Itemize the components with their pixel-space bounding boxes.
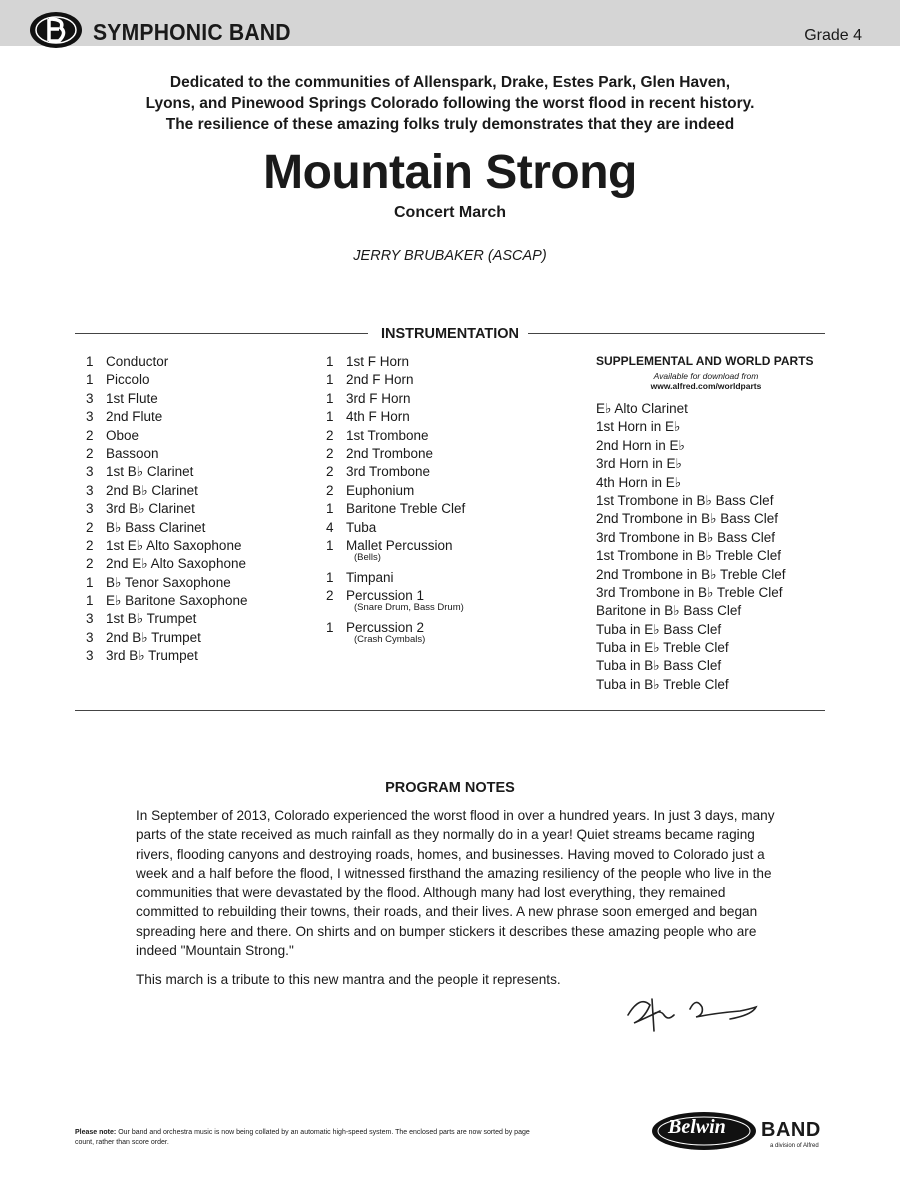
- instrument-row: [326, 538, 465, 570]
- instrument-row: [326, 446, 465, 464]
- supplemental-item: E♭ Alto Clarinet: [596, 401, 688, 416]
- instrument-count: 2: [86, 556, 94, 572]
- publisher-division: a division of Alfred: [770, 1143, 819, 1149]
- instrumentation-heading: INSTRUMENTATION: [380, 326, 519, 342]
- instrument-note: (Bells): [354, 551, 381, 563]
- instrument-name: 1st F Horn: [346, 354, 410, 369]
- instrument-row: [86, 354, 247, 372]
- instrument-row: [86, 391, 247, 409]
- instrument-name: 3rd B♭ Clarinet: [106, 501, 195, 517]
- instrument-row: [326, 391, 465, 409]
- supplemental-item: 4th Horn in E♭: [596, 474, 682, 490]
- instrument-count: 1: [326, 354, 334, 369]
- instrument-count: 1: [326, 409, 334, 425]
- instrument-list-2: [326, 354, 465, 652]
- instrument-count: 3: [86, 629, 94, 645]
- instrument-name: Bassoon: [106, 445, 159, 461]
- instrument-row: [86, 556, 247, 574]
- instrument-count: 3: [86, 501, 94, 517]
- instrument-row: [86, 593, 247, 611]
- instrument-row: [326, 464, 465, 482]
- footnote-text: Our band and orchestra music is now being collated by an automatic high-speed system. The enclosed parts are now sorted by page count, rather than score order.: [75, 1129, 530, 1146]
- supplemental-item: 3rd Trombone in B♭ Bass Clef: [596, 529, 775, 545]
- instrument-row: [86, 520, 247, 538]
- instrument-count: 1: [326, 501, 334, 517]
- instrument-name: Mallet Percussion: [346, 537, 453, 553]
- publisher-band: BAND: [761, 1119, 821, 1141]
- instrument-name: Baritone Treble Clef: [346, 501, 466, 517]
- instrument-count: 2: [326, 427, 334, 443]
- supplemental-item: 1st Trombone in B♭ Bass Clef: [596, 492, 774, 508]
- instrument-name: 1st Flute: [106, 390, 158, 406]
- instrument-count: 2: [326, 445, 334, 461]
- instrument-name: 3rd F Horn: [346, 390, 411, 406]
- instrument-count: 2: [86, 427, 94, 443]
- piece-title: Mountain Strong: [263, 146, 637, 199]
- supplemental-list: [596, 401, 816, 695]
- instrument-count: 1: [86, 574, 94, 590]
- divider: [75, 710, 825, 711]
- instrument-count: 4: [326, 519, 334, 535]
- instrument-row: [326, 520, 465, 538]
- instrument-count: 2: [326, 482, 334, 498]
- instrument-count: 3: [86, 464, 94, 480]
- instrument-row: [86, 372, 247, 390]
- program-notes-body: [136, 806, 776, 1000]
- instrument-row: [326, 501, 465, 519]
- instrument-row: [326, 588, 465, 620]
- instrument-note: (Crash Cymbals): [354, 634, 426, 646]
- belwin-b-logo-icon: [29, 11, 83, 49]
- instrument-name: E♭ Baritone Saxophone: [106, 593, 248, 609]
- instrument-row: [86, 611, 247, 629]
- instrument-name: 2nd F Horn: [346, 372, 414, 388]
- instrument-list-1: [86, 354, 247, 667]
- footnote-label: Please note:: [75, 1129, 117, 1136]
- instrument-row: [86, 428, 247, 446]
- instrument-name: 2nd Flute: [106, 409, 163, 425]
- instrument-name: B♭ Tenor Saxophone: [106, 574, 231, 590]
- instrument-name: 2nd B♭ Clarinet: [106, 482, 198, 498]
- composer: JERRY BRUBAKER (ASCAP): [353, 248, 547, 264]
- dedication: [80, 72, 820, 135]
- instrument-count: 3: [86, 409, 94, 425]
- instrument-count: 1: [86, 354, 94, 369]
- instrument-name: 4th F Horn: [346, 409, 410, 425]
- supplemental-item: 3rd Trombone in B♭ Treble Clef: [596, 584, 783, 600]
- instrument-count: 1: [86, 593, 94, 609]
- instrument-name: 3rd B♭ Trumpet: [106, 648, 198, 664]
- instrument-count: 2: [86, 519, 94, 535]
- instrument-count: 1: [326, 372, 334, 388]
- instrument-row: [86, 409, 247, 427]
- collation-footnote: [75, 1128, 545, 1148]
- dedication-line: Dedicated to the communities of Allenspark, Drake, Estes Park, Glen Haven,: [169, 74, 731, 91]
- instrument-row: [86, 648, 247, 666]
- instrument-name: 2nd Trombone: [346, 445, 434, 461]
- instrument-name: Oboe: [106, 427, 140, 443]
- supplemental-item: Tuba in B♭ Treble Clef: [596, 676, 729, 692]
- supplemental-item: 2nd Horn in E♭: [596, 437, 685, 453]
- program-notes-paragraph: In September of 2013, Colorado experienced the worst flood in over a hundred years. In just 3 days, many parts of the state received as much rainfall as they normally do in a year! Quiet streams became raging rivers, flooding canyons and destroying roads, homes, and businesses. Having moved to Colorado just a week and a half before the flood, I witnessed firsthand the amazing resiliency of the people who live in the communities that were devastated by the flood. Although many had lost everything, they remained committed to rebuilding their towns, their roads, and their lives. A new phrase soon emerged and began spreading here and there. On shirts and on bumper stickers it describes these amazing people who are indeed "Mountain Strong.": [136, 808, 775, 959]
- supplemental-url[interactable]: www.alfred.com/worldparts: [650, 381, 762, 391]
- publisher-logo-word: Belwin: [668, 1116, 726, 1138]
- instrument-name: 2nd E♭ Alto Saxophone: [106, 556, 246, 572]
- instrument-name: 1st Trombone: [346, 427, 429, 443]
- instrument-name: 3rd Trombone: [346, 464, 431, 480]
- dedication-line: Lyons, and Pinewood Springs Colorado following the worst flood in recent history.: [145, 95, 755, 112]
- instrument-count: 2: [326, 464, 334, 480]
- instrument-name: 1st E♭ Alto Saxophone: [106, 537, 242, 553]
- instrument-row: [86, 575, 247, 593]
- instrument-row: [86, 446, 247, 464]
- instrument-name: 2nd B♭ Trumpet: [106, 629, 201, 645]
- instrument-name: Piccolo: [106, 372, 150, 388]
- instrument-row: [86, 464, 247, 482]
- supplemental-item: 1st Trombone in B♭ Treble Clef: [596, 548, 781, 564]
- instrument-name: Timpani: [346, 569, 394, 585]
- instrument-row: [326, 620, 465, 652]
- instrument-count: 1: [326, 537, 334, 553]
- instrument-name: 1st B♭ Clarinet: [106, 464, 194, 480]
- dedication-line: The resilience of these amazing folks truly demonstrates that they are indeed: [165, 116, 735, 133]
- instrument-count: 3: [86, 482, 94, 498]
- supplemental-item: 1st Horn in E♭: [596, 419, 681, 435]
- instrument-count: 2: [86, 537, 94, 553]
- instrument-row: [326, 409, 465, 427]
- instrument-count: 1: [326, 569, 334, 585]
- instrument-row: [86, 630, 247, 648]
- instrument-row: [86, 538, 247, 556]
- composer-signature: [620, 985, 760, 1035]
- program-notes-paragraph: This march is a tribute to this new mantra and the people it represents.: [136, 972, 561, 988]
- supplemental-item: Baritone in B♭ Bass Clef: [596, 603, 742, 619]
- supplemental-item: 3rd Horn in E♭: [596, 456, 682, 472]
- instrument-row: [326, 428, 465, 446]
- supplemental-item: Tuba in E♭ Treble Clef: [596, 640, 729, 656]
- piece-subtitle: Concert March: [393, 204, 507, 221]
- instrument-row: [86, 501, 247, 519]
- instrument-row: [86, 483, 247, 501]
- instrument-name: Euphonium: [346, 482, 415, 498]
- instrument-count: 1: [326, 620, 334, 636]
- supplemental-item: 2nd Trombone in B♭ Bass Clef: [596, 511, 778, 527]
- instrument-count: 3: [86, 611, 94, 627]
- instrument-count: 3: [86, 390, 94, 406]
- instrument-name: Conductor: [106, 354, 169, 369]
- instrument-row: [326, 372, 465, 390]
- series-title: SYMPHONIC BAND: [93, 19, 291, 45]
- instrument-name: Tuba: [346, 519, 377, 535]
- supplemental-item: 2nd Trombone in B♭ Treble Clef: [596, 566, 786, 582]
- instrument-count: 2: [86, 445, 94, 461]
- supplemental-item: Tuba in B♭ Bass Clef: [596, 658, 722, 674]
- instrument-count: 1: [326, 390, 334, 406]
- instrument-note: (Snare Drum, Bass Drum): [354, 602, 464, 614]
- program-notes-heading: PROGRAM NOTES: [385, 780, 515, 796]
- instrument-count: 3: [86, 648, 94, 664]
- instrument-count: 1: [86, 372, 94, 388]
- instrument-row: [326, 483, 465, 501]
- instrument-row: [326, 354, 465, 372]
- instrument-name: Percussion 1: [346, 588, 425, 604]
- instrument-count: 2: [326, 588, 334, 604]
- supplemental-parts: [596, 354, 816, 695]
- instrument-name: B♭ Bass Clarinet: [106, 519, 206, 535]
- supplemental-heading: SUPPLEMENTAL AND WORLD PARTS: [596, 354, 814, 368]
- supplemental-item: Tuba in E♭ Bass Clef: [596, 621, 722, 637]
- instrument-name: 1st B♭ Trumpet: [106, 611, 197, 627]
- supplemental-note: Available for download from: [653, 371, 759, 381]
- instrument-row: [326, 570, 465, 588]
- instrument-name: Percussion 2: [346, 620, 425, 636]
- grade-label: Grade 4: [804, 27, 862, 44]
